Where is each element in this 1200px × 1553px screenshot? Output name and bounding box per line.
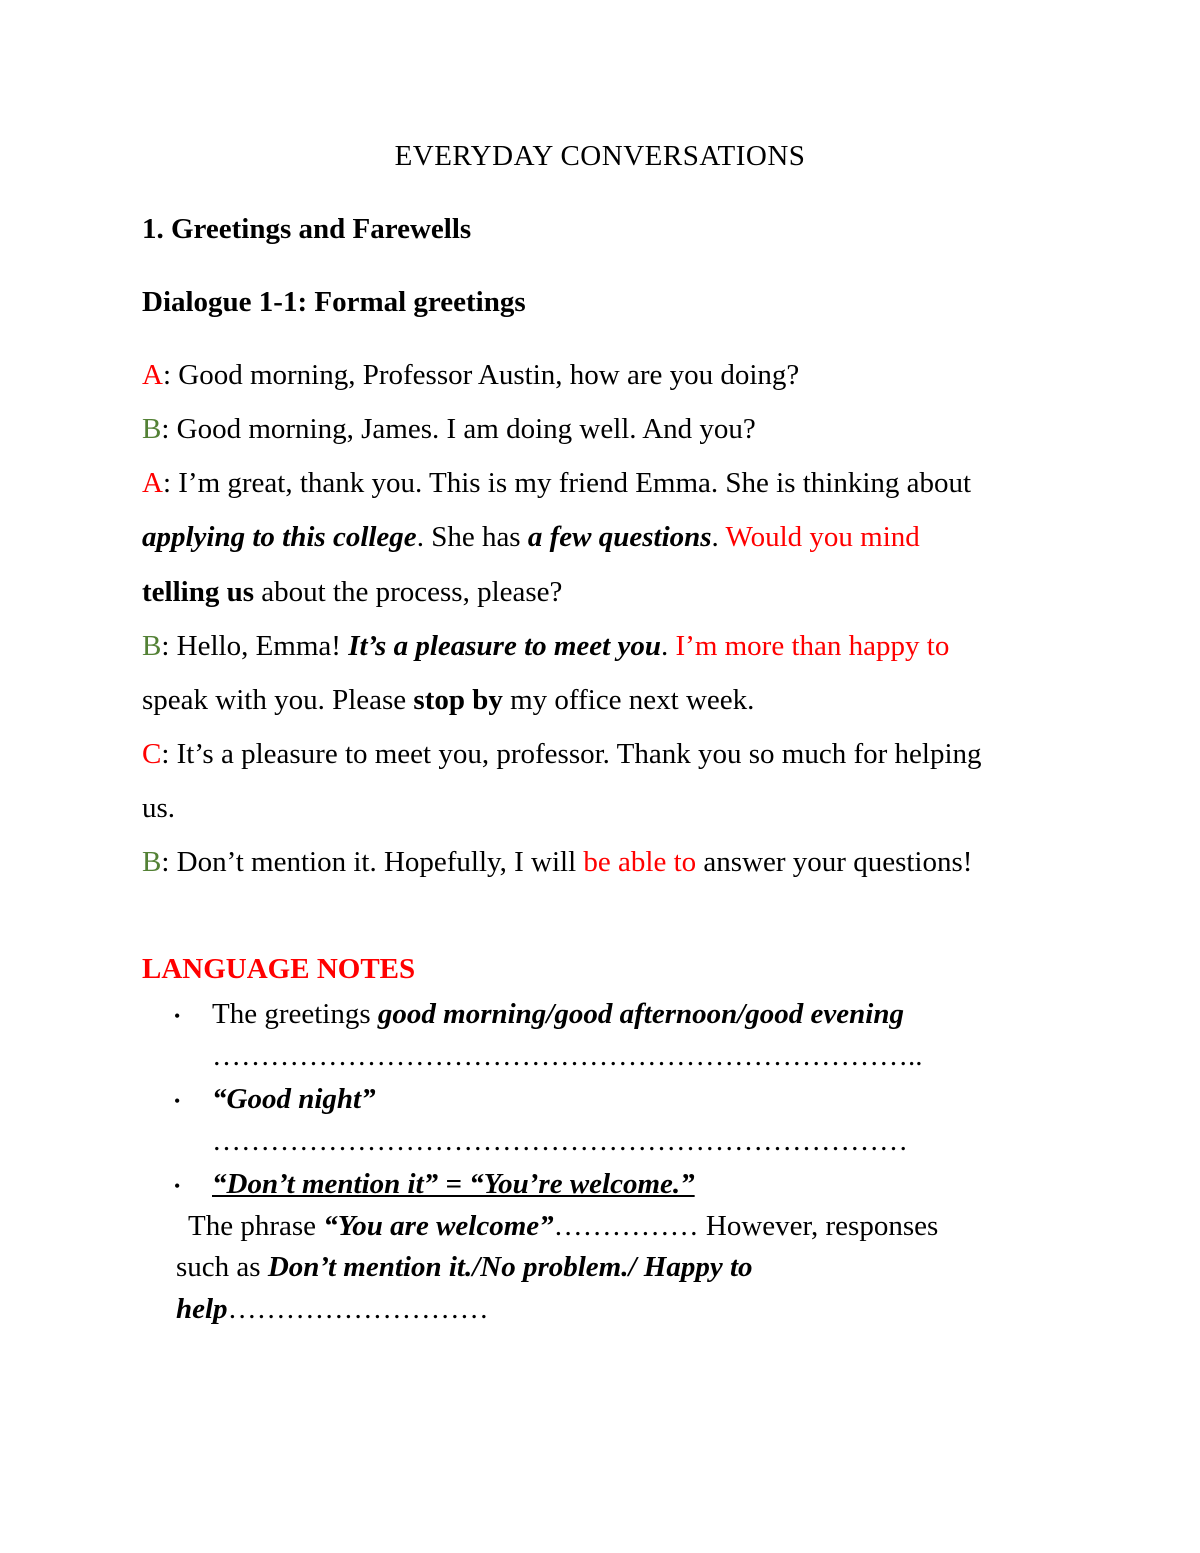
- dialogue-line-8: [142, 738, 982, 771]
- line-text: .: [661, 630, 676, 662]
- phrase-line-2: [176, 1251, 753, 1284]
- speaker-label: C: [142, 738, 162, 770]
- highlight-phrase: I’m more than happy to: [675, 630, 950, 662]
- emphasis-phrase: help: [176, 1293, 228, 1325]
- highlight-phrase: Would you mind: [725, 521, 920, 553]
- note-2-blank: ………………………………………………………………: [212, 1125, 908, 1157]
- note-3: [212, 1168, 695, 1201]
- line-text: : Don’t mention it. Hopefully, I will: [161, 846, 584, 878]
- line-text: about the process, please?: [254, 576, 563, 608]
- note-text: ………………………: [227, 1293, 489, 1325]
- line-text: my office next week.: [502, 684, 755, 716]
- speaker-label: B: [142, 846, 162, 878]
- line-text: answer your questions!: [696, 846, 973, 878]
- line-text: . She has: [416, 521, 528, 553]
- line-text: : It’s a pleasure to meet you, professor. Thank you so much for helping: [161, 738, 982, 770]
- dialogue-line-10: [142, 846, 972, 879]
- emphasis-phrase: Don’t mention it./No problem./ Happy to: [267, 1251, 753, 1283]
- dialogue-line-7: [142, 684, 754, 717]
- line-text: speak with you. Please: [142, 684, 414, 716]
- emphasis-phrase: “Good night”: [212, 1083, 376, 1115]
- section-heading: 1. Greetings and Farewells: [142, 213, 472, 245]
- emphasis-phrase: a few questions: [527, 521, 712, 553]
- bullet-icon: •: [174, 1176, 181, 1196]
- line-text: : I’m great, thank you. This is my friend Emma. She is thinking about: [162, 467, 972, 499]
- page-title: EVERYDAY CONVERSATIONS: [394, 140, 806, 172]
- line-text: : Good morning, Professor Austin, how are you doing?: [162, 359, 800, 391]
- speaker-label: A: [142, 359, 163, 391]
- phrase-line-1: [188, 1210, 938, 1243]
- note-1: [212, 998, 904, 1031]
- language-notes-title: LANGUAGE NOTES: [142, 953, 416, 985]
- line-text: .: [711, 521, 726, 553]
- dialogue-line-1: [142, 359, 799, 392]
- dialogue-line-5: [142, 576, 562, 609]
- speaker-label: B: [142, 630, 162, 662]
- emphasis-phrase: It’s a pleasure to meet you: [348, 630, 661, 662]
- phrase-line-3: [176, 1293, 489, 1326]
- bullet-icon: •: [174, 1091, 181, 1111]
- dialogue-line-4: [142, 521, 920, 554]
- line-text: : Hello, Emma!: [161, 630, 349, 662]
- emphasis-phrase: “You are welcome”: [323, 1210, 554, 1242]
- emphasis-phrase: “Don’t mention it” = “You’re welcome.”: [212, 1168, 695, 1200]
- line-text: us.: [142, 792, 176, 824]
- dialogue-line-3: [142, 467, 971, 500]
- dialogue-line-6: [142, 630, 949, 663]
- emphasis-phrase: good morning/good afternoon/good evening: [377, 998, 904, 1030]
- dialogue-title: Dialogue 1-1: Formal greetings: [142, 286, 526, 318]
- dialogue-line-2: [142, 413, 756, 446]
- note-text: such as: [176, 1251, 268, 1283]
- speaker-label: B: [142, 413, 162, 445]
- note-text: The greetings: [212, 998, 378, 1030]
- bold-phrase: telling us: [142, 576, 254, 608]
- bold-phrase: stop by: [413, 684, 503, 716]
- note-text: …………… However, responses: [553, 1210, 939, 1242]
- note-1-blank: ………………………………………………………………..: [212, 1040, 923, 1072]
- note-text: The phrase: [188, 1210, 324, 1242]
- speaker-label: A: [142, 467, 163, 499]
- dialogue-line-9: [142, 792, 175, 825]
- line-text: : Good morning, James. I am doing well. And you?: [161, 413, 756, 445]
- bullet-icon: •: [174, 1006, 181, 1026]
- emphasis-phrase: applying to this college: [142, 521, 417, 553]
- note-2: [212, 1083, 376, 1116]
- highlight-phrase: be able to: [583, 846, 697, 878]
